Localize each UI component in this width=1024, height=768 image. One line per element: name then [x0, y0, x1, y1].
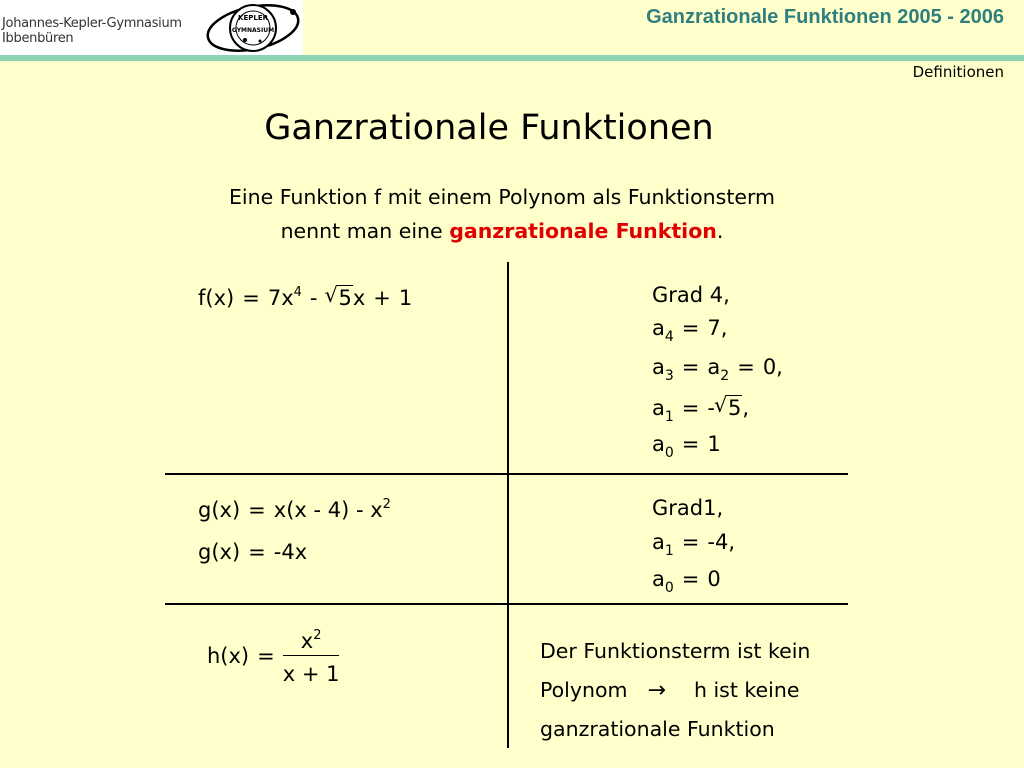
- h-note-polynom: Polynom: [540, 678, 628, 702]
- a0-equals: =: [681, 432, 700, 456]
- g-a0-symbol: a: [652, 567, 665, 591]
- h-fraction: [283, 628, 340, 686]
- g-a1-symbol: a: [652, 530, 665, 554]
- a2-symbol: a: [707, 355, 721, 379]
- a4-symbol: a: [652, 316, 665, 340]
- h-denominator: x + 1: [282, 662, 340, 686]
- a1-index: 1: [664, 409, 674, 425]
- a3-symbol: a: [652, 355, 665, 379]
- table-row-divider-2: [165, 603, 848, 605]
- definition-line2: [0, 214, 1004, 248]
- g-coef-a1: [652, 530, 735, 559]
- g-grad: Grad1,: [652, 496, 724, 520]
- school-name-line2: Ibbenbüren: [2, 31, 74, 46]
- school-seal-icon: [205, 2, 301, 54]
- f-sqrt: [325, 286, 352, 310]
- f-coef-a0: [652, 432, 721, 461]
- g-lhs: g(x): [198, 498, 241, 522]
- a1-radicand: 5: [727, 396, 742, 420]
- page-title: Ganzrationale Funktionen: [264, 108, 714, 148]
- f-exponent: 4: [293, 285, 302, 300]
- h-num-exp: 2: [313, 628, 322, 643]
- f-lhs: f(x): [198, 286, 235, 310]
- g-coef-a0: [652, 567, 721, 596]
- definition-highlight: ganzrationale Funktion: [449, 219, 717, 243]
- a3-equals: =: [681, 355, 700, 379]
- a1-sqrt: [715, 396, 742, 420]
- h-num-var: x: [300, 629, 314, 653]
- g-rhs: x(x - 4) - x: [273, 498, 383, 522]
- a1-sign: -: [707, 396, 715, 420]
- f-var: x: [352, 286, 366, 310]
- definition-line1: Eine Funktion f mit einem Polynom als Funktionsterm: [228, 185, 776, 209]
- a0-value: 1: [707, 432, 721, 456]
- function-h: [207, 628, 339, 686]
- section-label: Definitionen: [912, 63, 1004, 81]
- f-plus: +: [373, 286, 391, 310]
- f-equals: =: [242, 286, 260, 310]
- g-a1-index: 1: [664, 543, 674, 559]
- h-lhs: h(x): [207, 644, 250, 668]
- f-radicand: 5: [338, 286, 352, 310]
- f-minus: -: [309, 286, 318, 310]
- h-equals: =: [257, 644, 275, 668]
- a1-comma: ,: [742, 396, 750, 420]
- table-row-divider-1: [165, 473, 848, 475]
- g-a0-value: 0: [707, 567, 721, 591]
- g-rhs-2: -4x: [273, 540, 308, 564]
- a1-symbol: a: [652, 396, 665, 420]
- svg-text:KEPLER: KEPLER: [238, 14, 268, 22]
- svg-text:GYMNASIUM: GYMNASIUM: [231, 27, 275, 34]
- f-coef-a3-a2: [652, 355, 783, 384]
- g-exponent: 2: [382, 497, 391, 512]
- function-f: [198, 285, 412, 310]
- a3-index: 3: [664, 368, 674, 384]
- a4-value: 7,: [707, 316, 728, 340]
- g-a0-equals: =: [681, 567, 700, 591]
- definition-text: [0, 180, 1004, 248]
- function-g-line2: [198, 540, 307, 564]
- f-constant: 1: [398, 286, 413, 310]
- g-equals: =: [248, 498, 266, 522]
- definition-prefix: nennt man eine: [280, 219, 450, 243]
- a4-equals: =: [681, 316, 700, 340]
- definition-suffix: .: [716, 219, 724, 243]
- table-column-divider: [507, 262, 509, 748]
- g-a0-index: 0: [664, 580, 674, 596]
- header-divider: [0, 55, 1024, 61]
- h-note-line3: ganzrationale Funktion: [540, 717, 775, 741]
- f-coef-a1: [652, 396, 749, 425]
- g-lhs-2: g(x): [198, 540, 241, 564]
- h-numerator: [283, 628, 340, 656]
- a2-equals: =: [737, 355, 755, 379]
- a1-equals: =: [681, 396, 700, 420]
- g-a1-value: -4,: [707, 530, 736, 554]
- a2-index: 2: [720, 368, 730, 384]
- g-a1-equals: =: [681, 530, 700, 554]
- h-explanation: [540, 632, 810, 749]
- header-title: Ganzrationale Funktionen 2005 - 2006: [646, 6, 1004, 28]
- a0-index: 0: [664, 445, 674, 461]
- function-g-line1: [198, 497, 391, 522]
- school-name: [2, 16, 182, 46]
- school-logo: [0, 0, 303, 55]
- f-coef-a4: [652, 316, 727, 345]
- arrow-right-icon: →: [647, 678, 666, 703]
- h-note-line2: [540, 671, 810, 710]
- h-note-conclusion: h ist keine: [693, 678, 800, 702]
- a3-a2-value: 0,: [762, 355, 783, 379]
- f-term1: 7x: [267, 286, 294, 310]
- a0-symbol: a: [652, 432, 665, 456]
- g-equals-2: =: [248, 540, 266, 564]
- school-name-line1: Johannes-Kepler-Gymnasium: [2, 16, 182, 31]
- f-grad: Grad 4,: [652, 283, 730, 307]
- h-note-line1: Der Funktionsterm ist kein: [540, 639, 811, 663]
- a4-index: 4: [664, 329, 674, 345]
